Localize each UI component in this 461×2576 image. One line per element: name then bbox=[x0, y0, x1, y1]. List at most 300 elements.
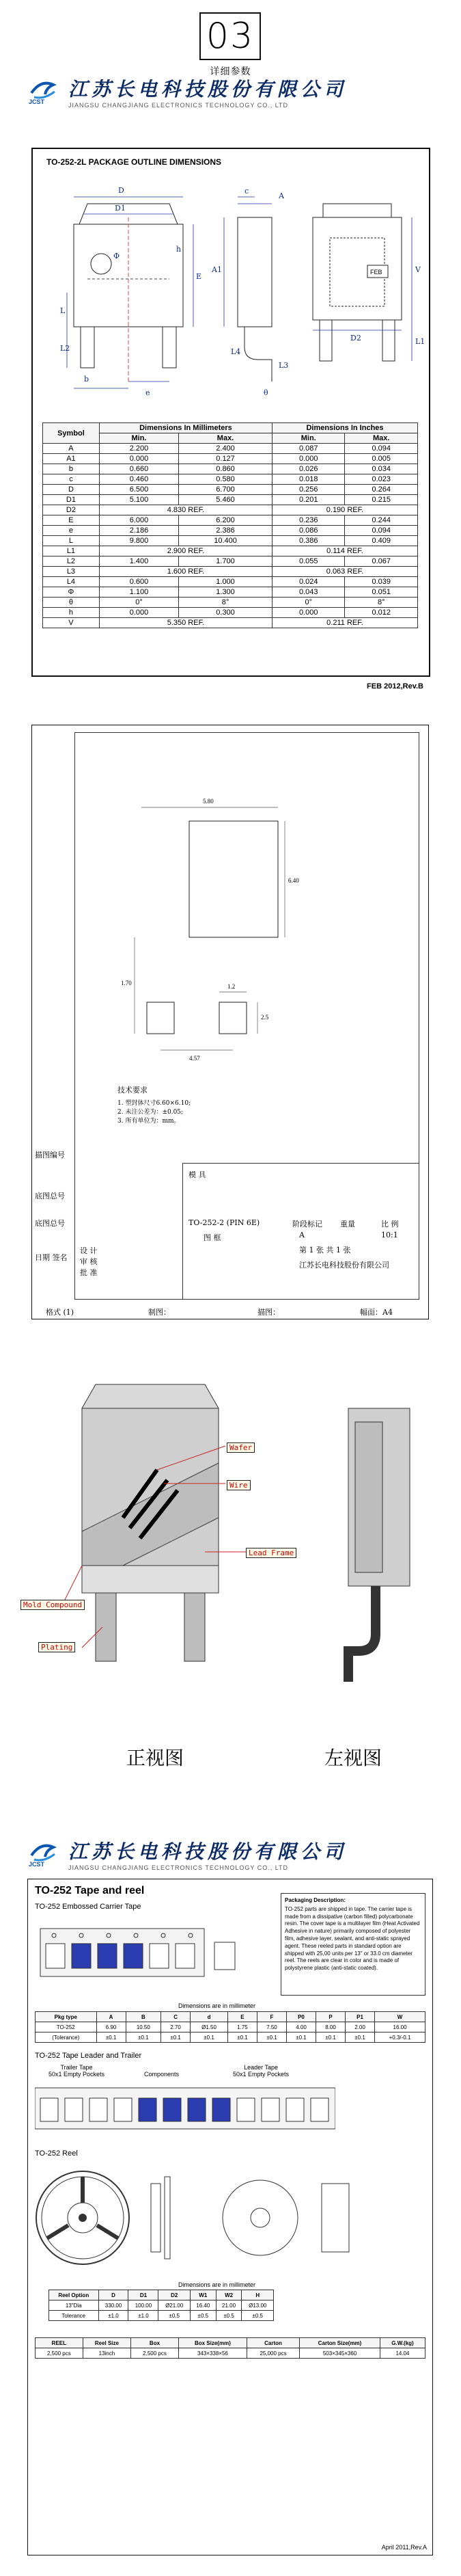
leader-pocket bbox=[65, 2098, 83, 2121]
tb-sheet: 第 1 张 共 1 张 bbox=[299, 1246, 351, 1255]
dimension-cell: 2.400 bbox=[179, 444, 273, 454]
section-number: 03 bbox=[206, 16, 255, 57]
dimension-cell: A bbox=[43, 444, 100, 454]
table-cell: D bbox=[98, 2290, 128, 2300]
dimension-cell: 0.600 bbox=[99, 577, 178, 587]
table-cell: 14.04 bbox=[380, 2348, 425, 2359]
dim-label-A1: A1 bbox=[212, 265, 222, 274]
table-cell: ±0.5 bbox=[242, 2311, 274, 2321]
table-cell: 21.00 bbox=[216, 2300, 242, 2311]
outline-footer: FEB 2012,Rev.B bbox=[367, 682, 423, 690]
dim-label-L2: L2 bbox=[60, 344, 70, 353]
packaging-description bbox=[281, 1893, 425, 1996]
lead-left bbox=[81, 327, 94, 368]
tb-vert4: 日期 签名 bbox=[35, 1253, 68, 1262]
tb-status: 模 具 bbox=[188, 1170, 206, 1179]
dimension-cell: 0.000 bbox=[272, 454, 345, 464]
table-cell: ±1.0 bbox=[128, 2311, 158, 2321]
dimension-cell: E bbox=[43, 515, 100, 526]
dimension-cell: 0.244 bbox=[345, 515, 418, 526]
dimension-cell: 0.114 REF. bbox=[272, 546, 417, 556]
col-mm: Dimensions In Millimeters bbox=[99, 423, 272, 433]
dimension-cell: 0.201 bbox=[272, 495, 345, 505]
dimension-cell: 0.012 bbox=[345, 608, 418, 618]
dim-label-D1: D1 bbox=[115, 204, 126, 213]
leader-title: TO-252 Tape Leader and Trailer bbox=[35, 2052, 142, 2060]
dimension-cell: 2.200 bbox=[99, 444, 178, 454]
table-cell: ±0.1 bbox=[346, 2032, 375, 2043]
footprint-drawing bbox=[100, 780, 319, 1067]
dimension-cell: Φ bbox=[43, 587, 100, 598]
dimension-cell: 0.063 REF. bbox=[272, 567, 417, 577]
table-cell: ±0.1 bbox=[191, 2032, 228, 2043]
dim-label-b: b bbox=[84, 375, 89, 384]
dimension-cell: 6.000 bbox=[99, 515, 178, 526]
table-cell: 1.75 bbox=[227, 2022, 257, 2032]
leader-tape-drawing bbox=[35, 2084, 335, 2132]
dimension-cell: 0.409 bbox=[345, 536, 418, 546]
tb-checker: 审 核 bbox=[80, 1257, 98, 1266]
table-cell: D1 bbox=[128, 2290, 158, 2300]
reel-dimensions-table bbox=[48, 2290, 274, 2321]
tb-company: 江苏长电科技股份有限公司 bbox=[299, 1261, 389, 1270]
dimension-cell: 0.023 bbox=[345, 474, 418, 485]
table-cell: Reel Option bbox=[49, 2290, 99, 2300]
label-wafer: Wafer bbox=[227, 1443, 255, 1453]
table-cell: d bbox=[191, 2012, 228, 2022]
table-cell: ±0.5 bbox=[216, 2311, 242, 2321]
dimension-cell: 9.800 bbox=[99, 536, 178, 546]
company-name-cn-2: 江苏长电科技股份有限公司 bbox=[68, 1840, 348, 1863]
table-cell: ±0.1 bbox=[257, 2032, 286, 2043]
dimension-cell: D1 bbox=[43, 495, 100, 505]
table-cell: 2.00 bbox=[346, 2022, 375, 2032]
fp-dim-2: 6.40 bbox=[288, 877, 299, 884]
outline-dimensions-table bbox=[42, 422, 418, 628]
label-plating: Plating bbox=[38, 1642, 75, 1652]
components-label: Components bbox=[144, 2071, 180, 2078]
leader-pocket bbox=[212, 2098, 230, 2121]
dimension-cell: 0.005 bbox=[345, 454, 418, 464]
dimension-cell: 0.660 bbox=[99, 464, 178, 474]
dimension-cell: 0.127 bbox=[179, 454, 273, 464]
dimension-cell: D2 bbox=[43, 505, 100, 515]
table-cell: 503×345×360 bbox=[300, 2348, 380, 2359]
leader-pocket bbox=[262, 2098, 279, 2121]
footprint-sheet bbox=[31, 725, 429, 1319]
table-cell: ±0.1 bbox=[286, 2032, 316, 2043]
tech-notes bbox=[117, 1084, 191, 1125]
dimension-cell: 1.700 bbox=[179, 556, 273, 567]
table-cell: 2,500 pcs bbox=[131, 2348, 179, 2359]
dimension-cell: 10.400 bbox=[179, 536, 273, 546]
dimension-row bbox=[43, 515, 418, 526]
table-cell: 100.00 bbox=[128, 2300, 158, 2311]
dim-label-D2: D2 bbox=[350, 334, 361, 343]
trailer-block bbox=[48, 2064, 104, 2078]
tb-drawing-no: TO-252-2 (PIN 6E) bbox=[188, 1218, 260, 1227]
tech-note-2: 2. 未注公差为：±0.05; bbox=[117, 1109, 184, 1116]
table-cell: Ø13.00 bbox=[242, 2300, 274, 2311]
company-name-en-2: JIANGSU CHANGJIANG ELECTRONICS TECHNOLOGY CO., LTD bbox=[68, 1864, 289, 1871]
leader-pocket bbox=[139, 2098, 156, 2121]
label-wire: Wire bbox=[227, 1480, 251, 1490]
dimension-cell: L4 bbox=[43, 577, 100, 587]
fp-dim-5: 2.5 bbox=[261, 1014, 269, 1021]
dimension-cell: 0.460 bbox=[99, 474, 178, 485]
leader-pocket bbox=[311, 2098, 329, 2121]
dimension-cell: L2 bbox=[43, 556, 100, 567]
leader-pocket bbox=[114, 2098, 132, 2121]
dimension-cell: 1.300 bbox=[179, 587, 273, 598]
leader-block bbox=[233, 2064, 289, 2078]
front-view-caption: 正视图 bbox=[126, 1747, 184, 1769]
dim-label-V: V bbox=[415, 265, 421, 274]
dimension-row bbox=[43, 526, 418, 536]
table-cell: Reel Size bbox=[83, 2338, 130, 2348]
leader-pocket bbox=[286, 2098, 304, 2121]
label-mold-compound: Mold Compound bbox=[20, 1600, 85, 1610]
dimension-cell: 0.026 bbox=[272, 464, 345, 474]
dimension-row bbox=[43, 608, 418, 618]
fp-dim-3: 1.70 bbox=[121, 980, 132, 987]
carrier-pocket bbox=[176, 1944, 195, 1968]
reel-title: TO-252 Reel bbox=[35, 2149, 78, 2158]
dimension-cell: 0.386 bbox=[272, 536, 345, 546]
company-logo-icon bbox=[27, 78, 68, 105]
table-cell: 7.50 bbox=[257, 2022, 286, 2032]
dim-label-L: L bbox=[60, 306, 66, 315]
pin1-mark bbox=[91, 254, 111, 274]
dimension-cell: 1.100 bbox=[99, 587, 178, 598]
dimension-row bbox=[43, 485, 418, 495]
dimension-cell: 0.264 bbox=[345, 485, 418, 495]
tb-stage-val: A bbox=[299, 1231, 305, 1239]
fp-dim-4: 1.2 bbox=[227, 983, 236, 990]
col-in-min: Min. bbox=[272, 433, 345, 444]
dimension-cell: 0.087 bbox=[272, 444, 345, 454]
table-cell: ±0.1 bbox=[227, 2032, 257, 2043]
dimension-row bbox=[43, 577, 418, 587]
dimension-cell: 1.000 bbox=[179, 577, 273, 587]
dimension-cell: D bbox=[43, 485, 100, 495]
fp-dim-1: 5.80 bbox=[203, 798, 214, 805]
dimension-cell: L bbox=[43, 536, 100, 546]
table-cell: 13inch bbox=[83, 2348, 130, 2359]
table-cell: 10.50 bbox=[126, 2022, 161, 2032]
company-name-en: JIANGSU CHANGJIANG ELECTRONICS TECHNOLOGY CO., LTD bbox=[68, 102, 289, 109]
table-cell: (Tolerance) bbox=[36, 2032, 97, 2043]
dimension-cell: 0.236 bbox=[272, 515, 345, 526]
leader-pocket bbox=[188, 2098, 206, 2121]
dimension-row bbox=[43, 474, 418, 485]
table-cell: A bbox=[96, 2012, 126, 2022]
table-cell: ±0.5 bbox=[190, 2311, 216, 2321]
dim-table-title: Dimensions are in millimeter bbox=[178, 2002, 256, 2009]
dimension-cell: 8° bbox=[179, 598, 273, 608]
logo-text-2: JCST bbox=[29, 1861, 45, 1868]
feb-mark: FEB bbox=[370, 269, 382, 276]
dimension-row bbox=[43, 536, 418, 546]
dim-label-e: e bbox=[145, 388, 150, 397]
tb-weight: 重量 bbox=[340, 1220, 355, 1229]
table-cell: 8.00 bbox=[316, 2022, 346, 2032]
table-cell: 4.00 bbox=[286, 2022, 316, 2032]
carrier-pocket bbox=[98, 1944, 117, 1968]
dimension-cell: 1.400 bbox=[99, 556, 178, 567]
dimension-cell: 5.350 REF. bbox=[99, 618, 272, 628]
table-cell: 330.00 bbox=[98, 2300, 128, 2311]
dimension-row bbox=[43, 464, 418, 474]
dimension-row bbox=[43, 598, 418, 608]
table-cell: Carton Size(mm) bbox=[300, 2338, 380, 2348]
dimension-cell: 0.043 bbox=[272, 587, 345, 598]
desc-text: TO-252 parts are shipped in tape. The carrier tape is made from a dissipative (carbon filled) polycarbonate resin. The cover tape is a multilayer film (Heat Activated Adhesive in nature) primarily composed of polyester film, adhesive layer, sealant, and anti-static sprayed agent. These reeled parts in standard option are shipped with 25,00 units per 13" or 33.0 cm diameter reel. The reels are clear in color and is made of polystyrene plastic (anti-static coated). bbox=[285, 1905, 420, 1972]
lead-right bbox=[163, 327, 176, 368]
table-cell: G.W.(kg) bbox=[380, 2338, 425, 2348]
dimension-cell: 0° bbox=[99, 598, 178, 608]
dimension-cell: h bbox=[43, 608, 100, 618]
table-cell: P0 bbox=[286, 2012, 316, 2022]
tb-format: 格式 (1) bbox=[46, 1308, 74, 1317]
dimension-cell: 0.256 bbox=[272, 485, 345, 495]
company-logo-icon-2 bbox=[27, 1840, 68, 1868]
table-cell: E bbox=[227, 2012, 257, 2022]
section-number-badge bbox=[199, 12, 261, 60]
table-cell: 13"Dia bbox=[49, 2300, 99, 2311]
carrier-pocket bbox=[150, 1944, 169, 1968]
table-cell: 16.00 bbox=[375, 2022, 425, 2032]
table-cell: B bbox=[126, 2012, 161, 2022]
tb-scale-val: 10:1 bbox=[381, 1231, 398, 1239]
dimension-cell: b bbox=[43, 464, 100, 474]
dimension-cell: 6.500 bbox=[99, 485, 178, 495]
dimension-cell: A1 bbox=[43, 454, 100, 464]
carrier-pocket bbox=[124, 1944, 143, 1968]
dimension-cell: 0.067 bbox=[345, 556, 418, 567]
table-cell: Box bbox=[131, 2338, 179, 2348]
outline-frame bbox=[31, 148, 430, 690]
col-mm-max: Max. bbox=[179, 433, 273, 444]
dim-label-L4: L4 bbox=[231, 347, 241, 356]
dim-label-D: D bbox=[118, 186, 124, 195]
table-cell: W1 bbox=[190, 2290, 216, 2300]
dimension-cell: 2.186 bbox=[99, 526, 178, 536]
section-subtitle: 详细参数 bbox=[210, 66, 251, 77]
dimension-cell: 0.000 bbox=[99, 608, 178, 618]
carrier-pocket bbox=[72, 1944, 91, 1968]
table-cell: P bbox=[316, 2012, 346, 2022]
table-cell: Box Size(mm) bbox=[178, 2338, 247, 2348]
dimension-cell: 6.200 bbox=[179, 515, 273, 526]
title-block bbox=[182, 1163, 419, 1300]
table-cell: 25,000 pcs bbox=[247, 2348, 299, 2359]
top-view bbox=[67, 197, 193, 388]
dimension-cell: 5.460 bbox=[179, 495, 273, 505]
table-cell: Ø1.50 bbox=[191, 2022, 228, 2032]
dimension-cell: 0.300 bbox=[179, 608, 273, 618]
dim-label-L3: L3 bbox=[279, 361, 289, 370]
dim-label-theta: θ bbox=[264, 388, 268, 397]
dimension-cell: 0.039 bbox=[345, 577, 418, 587]
dimension-cell: 0.190 REF. bbox=[272, 505, 417, 515]
dimension-cell: 0.094 bbox=[345, 444, 418, 454]
dimension-cell: 6.700 bbox=[179, 485, 273, 495]
dimension-cell: 1.600 REF. bbox=[99, 567, 272, 577]
dimension-row bbox=[43, 567, 418, 577]
tb-stage: 阶段标记 bbox=[292, 1220, 322, 1229]
dim-label-h: h bbox=[176, 245, 182, 254]
table-cell: TO-252 bbox=[36, 2022, 97, 2032]
leader-pocket bbox=[89, 2098, 107, 2121]
table-cell: H bbox=[242, 2290, 274, 2300]
tech-notes-title: 技术要求 bbox=[117, 1086, 148, 1095]
tape-reel-sheet bbox=[27, 1879, 433, 2555]
dimension-row bbox=[43, 444, 418, 454]
table-cell: D2 bbox=[158, 2290, 190, 2300]
reel-drawing bbox=[35, 2163, 376, 2272]
dim-label-c: c bbox=[245, 187, 249, 196]
leader-pocket bbox=[237, 2098, 255, 2121]
dimension-cell: 0.034 bbox=[345, 464, 418, 474]
leader-pocket bbox=[40, 2098, 58, 2121]
dimension-row bbox=[43, 546, 418, 556]
dimension-cell: 5.100 bbox=[99, 495, 178, 505]
dimension-cell: 0.018 bbox=[272, 474, 345, 485]
dimension-cell: 0° bbox=[272, 598, 345, 608]
side-lead bbox=[245, 327, 272, 381]
dimension-cell: 0.000 bbox=[272, 608, 345, 618]
tech-note-1: 1. 塑封体尺寸6.60×6.10; bbox=[117, 1100, 191, 1107]
internal-structure bbox=[0, 1367, 461, 1791]
company-banner-bottom bbox=[27, 1839, 437, 1869]
dimension-cell: L1 bbox=[43, 546, 100, 556]
side-body bbox=[238, 217, 272, 327]
table-cell: 16.40 bbox=[190, 2300, 216, 2311]
table-cell: ±0.1 bbox=[96, 2032, 126, 2043]
carrier-pocket bbox=[46, 1944, 65, 1968]
dimension-cell: 0.000 bbox=[99, 454, 178, 464]
table-cell: ±0.1 bbox=[126, 2032, 161, 2043]
dimension-cell: V bbox=[43, 618, 100, 628]
leader-label: Leader Tape bbox=[244, 2064, 278, 2071]
tb-approver: 批 准 bbox=[80, 1268, 98, 1277]
company-banner-top bbox=[27, 77, 437, 107]
dimension-row bbox=[43, 587, 418, 598]
dimension-cell: 0.860 bbox=[179, 464, 273, 474]
dimension-cell: 0.051 bbox=[345, 587, 418, 598]
table-cell: F bbox=[257, 2012, 286, 2022]
table-cell: 2,500 pcs bbox=[36, 2348, 83, 2359]
table-cell: Ø21.00 bbox=[158, 2300, 190, 2311]
col-mm-min: Min. bbox=[99, 433, 178, 444]
dimension-cell: L3 bbox=[43, 567, 100, 577]
bottom-view bbox=[313, 204, 412, 361]
col-in-max: Max. bbox=[345, 433, 418, 444]
side-view-caption: 左视图 bbox=[324, 1747, 382, 1769]
label-lead-frame: Lead Frame bbox=[246, 1548, 296, 1558]
table-cell: C bbox=[161, 2012, 191, 2022]
table-cell: Tolerance bbox=[49, 2311, 99, 2321]
table-cell: ±0.5 bbox=[158, 2311, 190, 2321]
table-cell: ±0.1 bbox=[161, 2032, 191, 2043]
dim-label-L1: L1 bbox=[415, 337, 425, 346]
col-symbol: Symbol bbox=[43, 423, 100, 444]
dimension-cell: 2.900 REF. bbox=[99, 546, 272, 556]
dimension-cell: 4.830 REF. bbox=[99, 505, 272, 515]
table-cell: ±1.0 bbox=[98, 2311, 128, 2321]
trailer-label: Trailer Tape bbox=[60, 2064, 93, 2071]
dimension-cell: e bbox=[43, 526, 100, 536]
table-cell: ±0.1 bbox=[316, 2032, 346, 2043]
dim-label-A: A bbox=[279, 191, 284, 200]
tech-note-3: 3. 所有单位为：mm。 bbox=[117, 1118, 180, 1125]
tb-drawn: 制图： bbox=[148, 1308, 171, 1317]
dimension-cell: 0.055 bbox=[272, 556, 345, 567]
dimension-row bbox=[43, 618, 418, 628]
packing-table bbox=[35, 2337, 425, 2359]
dim-label-phi: Φ bbox=[113, 252, 120, 260]
tb-scale: 比 例 bbox=[381, 1220, 399, 1229]
dimension-cell: 0.211 REF. bbox=[272, 618, 417, 628]
table-cell: W bbox=[375, 2012, 425, 2022]
trailer-sub: 50x1 Empty Pockets bbox=[48, 2071, 105, 2078]
reel-table-title: Dimensions are in millimeter bbox=[178, 2281, 256, 2288]
leader-pocket bbox=[163, 2098, 181, 2121]
tb-vert2: 底图总号 bbox=[35, 1192, 65, 1200]
col-in: Dimensions In Inches bbox=[272, 423, 417, 433]
outline-title: TO-252-2L PACKAGE OUTLINE DIMENSIONS bbox=[46, 157, 222, 167]
table-cell: Pkg type bbox=[36, 2012, 97, 2022]
dimension-row bbox=[43, 454, 418, 464]
carrier-dimensions-table bbox=[35, 2011, 425, 2043]
tb-designer: 设 计 bbox=[80, 1246, 98, 1255]
tape-footer: April 2011,Rev.A bbox=[381, 2544, 427, 2551]
table-cell: Carton bbox=[247, 2338, 299, 2348]
desc-title: Packaging Description: bbox=[285, 1897, 346, 1903]
table-cell: 2.70 bbox=[161, 2022, 191, 2032]
table-cell: +0.3/-0.1 bbox=[375, 2032, 425, 2043]
table-cell: REEL bbox=[36, 2338, 83, 2348]
carrier-title: TO-252 Embossed Carrier Tape bbox=[35, 1903, 141, 1911]
internal-drawing bbox=[55, 1381, 451, 1709]
leader-sub: 50x1 Empty Pockets bbox=[233, 2071, 290, 2078]
table-cell: P1 bbox=[346, 2012, 375, 2022]
table-cell: W2 bbox=[216, 2290, 242, 2300]
fp-dim-6: 4.57 bbox=[189, 1055, 200, 1062]
tb-vert1: 描图编号 bbox=[35, 1151, 65, 1159]
dimension-cell: 0.215 bbox=[345, 495, 418, 505]
logo-text: JCST bbox=[29, 98, 45, 105]
dimension-cell: 0.580 bbox=[179, 474, 273, 485]
table-cell: 6.90 bbox=[96, 2022, 126, 2032]
dimension-cell: 8° bbox=[345, 598, 418, 608]
tb-drawing-name: 图 框 bbox=[204, 1233, 221, 1242]
carrier-tape-drawing bbox=[33, 1915, 245, 1997]
tb-vert3: 底图总号 bbox=[35, 1219, 65, 1228]
table-cell: 343×338×56 bbox=[178, 2348, 247, 2359]
tb-checked: 描图： bbox=[257, 1308, 280, 1317]
dimension-cell: 0.024 bbox=[272, 577, 345, 587]
dimension-row bbox=[43, 505, 418, 515]
dimension-row bbox=[43, 556, 418, 567]
dimension-cell: 2.386 bbox=[179, 526, 273, 536]
dimension-cell: 0.086 bbox=[272, 526, 345, 536]
tape-title: TO-252 Tape and reel bbox=[35, 1885, 145, 1896]
dimension-cell: θ bbox=[43, 598, 100, 608]
dim-label-E: E bbox=[196, 272, 202, 281]
dimension-cell: c bbox=[43, 474, 100, 485]
